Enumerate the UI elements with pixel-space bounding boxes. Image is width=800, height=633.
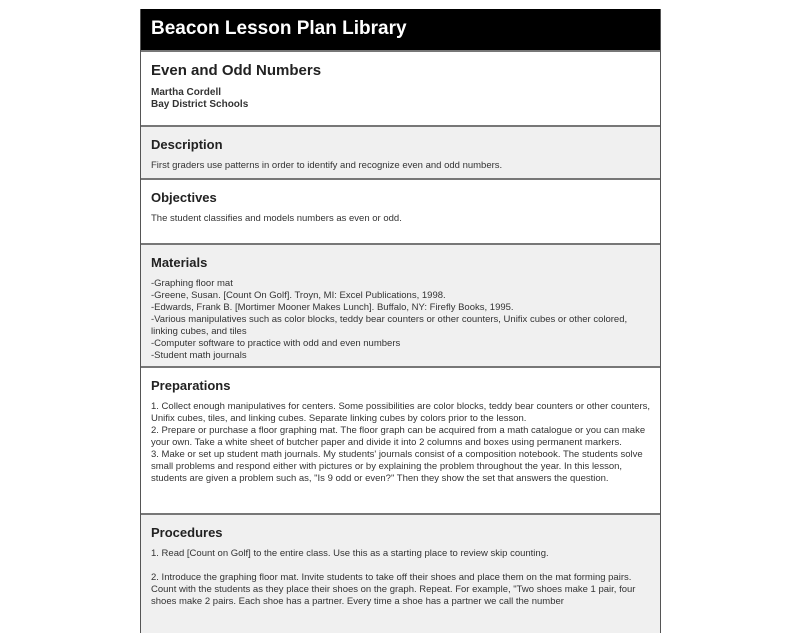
- preparations-section: [141, 366, 660, 513]
- lesson-title: Even and Odd Numbers: [151, 62, 322, 79]
- site-header: [141, 9, 660, 50]
- list-item: -Computer software to practice with odd and even numbers: [151, 338, 401, 349]
- preparations-heading: Preparations: [151, 378, 231, 393]
- author-organization: Bay District Schools: [151, 99, 249, 110]
- procedures-heading: Procedures: [151, 525, 223, 540]
- objectives-heading: Objectives: [151, 190, 217, 205]
- list-item: 2. Prepare or purchase a floor graphing mat. The floor graph can be acquired from a math catalogue or you can make your own. Take a white sheet of butcher paper and divide it into 2 columns and boxes using permanent markers.: [151, 425, 646, 448]
- list-item: -Student math journals: [151, 350, 247, 361]
- materials-section: [141, 243, 660, 366]
- author-name: Martha Cordell: [151, 87, 222, 98]
- description-heading: Description: [151, 137, 223, 152]
- description-text: First graders use patterns in order to identify and recognize even and odd numbers.: [151, 160, 503, 171]
- objectives-section: [141, 178, 660, 243]
- list-item: 2. Introduce the graphing floor mat. Invite students to take off their shoes and place them on the mat forming pairs. Count with the students as they place their shoes on the graph. Repeat. For example, "Two shoes make 1 pair, four shoes make 2 pairs. Each shoe has a partner. Every time a shoe has a partner we call the number: [151, 572, 636, 607]
- preparations-list: [151, 401, 650, 485]
- description-section: [141, 125, 660, 178]
- list-item: -Various manipulatives such as color blocks, teddy bear counters or other counters, Unifix cubes or other colored, linking cubes, and tiles: [151, 314, 628, 337]
- list-item: -Edwards, Frank B. [Mortimer Mooner Makes Lunch]. Buffalo, NY: Firefly Books, 1995.: [151, 302, 514, 313]
- site-title: Beacon Lesson Plan Library: [151, 18, 407, 39]
- list-item: -Greene, Susan. [Count On Golf]. Troyn, MI: Excel Publications, 1998.: [151, 290, 446, 301]
- procedures-list: [151, 548, 650, 608]
- objectives-text: The student classifies and models numbers as even or odd.: [151, 213, 402, 224]
- materials-list: [151, 278, 650, 362]
- list-item: 3. Make or set up student math journals. My students' journals consist of a composition notebook. The students solve small problems and respond either with pictures or by explaining the problem throughout the year. In this lesson, students are given a problem such as, "Is 9 odd or even?" Then they show the set that answers the question.: [151, 449, 643, 484]
- list-item: 1. Collect enough manipulatives for centers. Some possibilities are color blocks, teddy bear counters or other counters, Unifix cubes, tiles, and linking cubes. Separate linking cubes by colors prior to the lesson.: [151, 401, 651, 424]
- list-item: -Graphing floor mat: [151, 278, 233, 289]
- materials-heading: Materials: [151, 255, 208, 270]
- lesson-plan-page: [140, 9, 661, 633]
- list-item: 1. Read [Count on Golf] to the entire class. Use this as a starting place to review skip counting.: [151, 548, 549, 559]
- procedures-section: [141, 513, 660, 633]
- lesson-title-section: [141, 50, 660, 125]
